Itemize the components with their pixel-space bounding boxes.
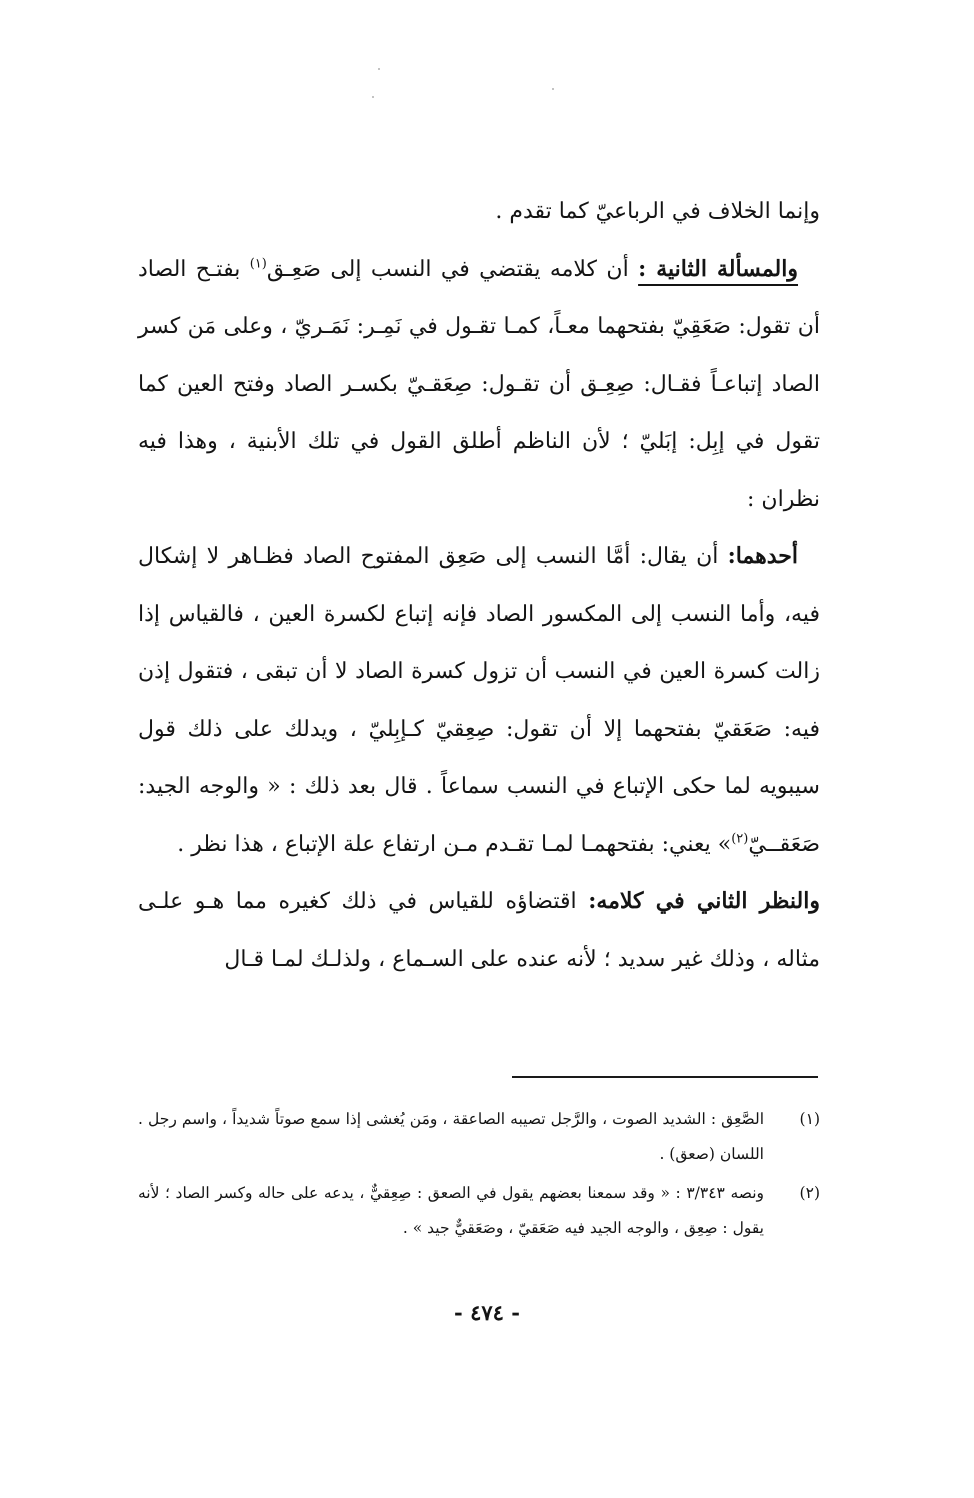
paragraph-1 <box>138 183 820 241</box>
footnote-1-number: (١) <box>799 1110 820 1128</box>
section-heading-second-issue: والمسألة الثانية : <box>638 255 799 282</box>
scan-speck <box>378 68 380 70</box>
section-heading-first-view: أحدهما: <box>727 543 798 569</box>
paragraph-2-text-b: بفتـح الصاد أن تقول: صَعَقِيّ بفتحهما معـاً، كمـا تقـول في نَمِـر: نَمَـريّ ، وعلى مَن كسر الصاد إتباعـاً فقـال: صِعِـق أن تقـول: صِعَقـيّ بكسـر الصاد وفتح العين كما تقول في إبِل: إبَليّ ؛ لأن الناظم أطلق القول في تلك الأبنية ، وهذا فيه نظران : <box>138 256 820 512</box>
section-heading-second-view: والنظر الثاني في كلامه: <box>588 888 820 914</box>
footnote-1-text: الصَّعِق : الشديد الصوت ، والرَّجل تصيبه الصاعقة ، ومَن يُغشى إذا سمع صوتاً شديداً ، واسم رجل . اللسان (صعق) . <box>138 1110 764 1163</box>
paragraph-1-text: وإنما الخلاف في الرباعيّ كما تقدم . <box>495 199 820 224</box>
footnote-2 <box>138 1176 820 1246</box>
paragraph-4-text: اقتضاؤه للقياس في ذلك كغيره مما هـو علـى مثاله ، وذلك غير سديد ؛ لأنه عنده على السـماع ، ولذلـك لمـا قـال <box>138 889 820 972</box>
paragraph-3-text-a: أن يقال: أمَّا النسب إلى صَعِق المفتوح الصاد فظـاهر لا إشكال فيه، وأما النسب إلى المكسور الصاد فإنه إتباع لكسرة العين ، فالقياس إذا زالت كسرة العين في النسب أن تزول كسرة الصاد لا أن تبقى ، فتقول إذن فيه: صَعَقيّ بفتحهما إلا أن تقول: صِعِقيّ كـإبِليّ ، ويدلك على ذلك قول سيبويه لما حكى الإتباع في النسب سماعاً . قال بعد ذلك : « والوجه الجيد: صَعَقــيّ <box>138 544 820 857</box>
paragraph-second-view <box>138 873 820 988</box>
paragraph-first-view <box>138 528 820 873</box>
paragraph-2-text-a: أن كلامه يقتضي في النسب إلى صَعِـق <box>266 256 639 282</box>
footnote-2-text: ونصه ٣/٣٤٣ : « وقد سمعنا بعضهم يقول في الصعق : صِعِقيٌّ ، يدعه على حاله وكسر الصاد ؛ لأنه يقول : صِعِق ، والوجه الجيد فيه صَعَقيّ ، وصَعَقيٌّ جيد » . <box>138 1184 764 1237</box>
footnote-ref-2: (٢) <box>731 831 749 847</box>
scan-speck <box>372 96 374 98</box>
footnote-1 <box>138 1102 820 1172</box>
footnote-ref-1: (١) <box>249 256 267 272</box>
footnote-separator <box>512 1076 818 1078</box>
paragraph-second-issue <box>138 241 820 529</box>
scan-speck <box>552 88 554 90</box>
footnote-2-number: (٢) <box>799 1184 820 1202</box>
footnotes <box>138 1102 820 1250</box>
page-number: - ٤٧٤ - <box>454 1300 520 1325</box>
main-text <box>138 183 820 988</box>
paragraph-3-text-b: » يعني: بفتحهمـا لمـا تقـدم مـن ارتفاع علة الإتباع ، هذا نظر . <box>177 831 732 857</box>
